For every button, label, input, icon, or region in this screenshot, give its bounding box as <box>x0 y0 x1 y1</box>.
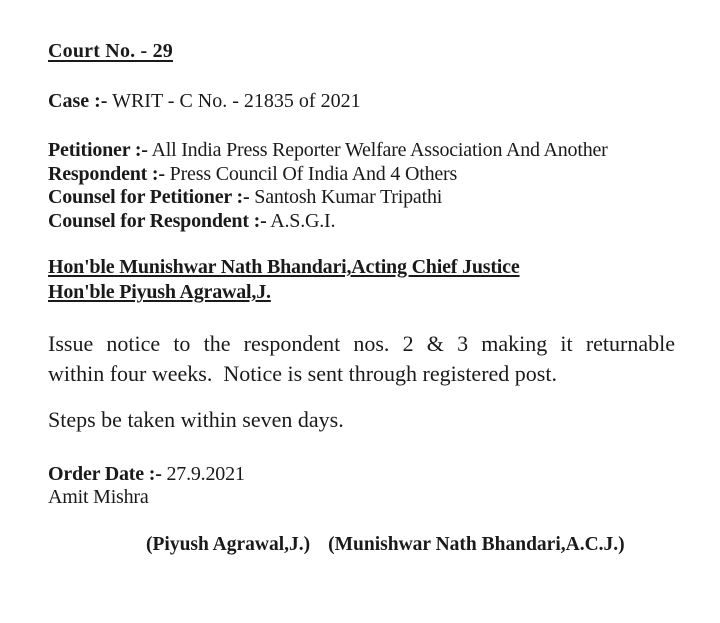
petitioner-label: Petitioner :- <box>48 139 148 161</box>
counsel-petitioner-value: Santosh Kumar Tripathi <box>254 186 443 208</box>
steps-paragraph: Steps be taken within seven days. <box>48 407 344 432</box>
order-date-line <box>48 463 245 486</box>
case-label: Case :- <box>48 90 108 112</box>
bench-judge-2: Hon'ble Piyush Agrawal,J. <box>48 281 271 303</box>
court-number-heading: Court No. - 29 <box>48 40 174 62</box>
signatures-line <box>146 534 625 556</box>
counsel-respondent-line <box>48 210 708 234</box>
order-date-value: 27.9.2021 <box>166 463 245 485</box>
order-body-line-2: within four weeks. Notice is sent through registered post. <box>48 360 557 386</box>
respondent-value: Press Council Of India And 4 Others <box>169 162 458 185</box>
case-value: WRIT - C No. - 21835 of 2021 <box>112 90 361 112</box>
signature-judge-1: (Piyush Agrawal,J.) <box>146 534 311 555</box>
signature-judge-2: (Munishwar Nath Bhandari,A.C.J.) <box>328 534 625 555</box>
order-date-label: Order Date :- <box>48 463 162 485</box>
order-body-line-1: Issue notice to the respondent nos. 2 & 3 making it returnable <box>48 331 675 356</box>
counsel-respondent-label: Counsel for Respondent :- <box>48 209 267 232</box>
bench-judge-1: Hon'ble Munishwar Nath Bhandari,Acting Chief Justice <box>48 256 520 278</box>
petitioner-value: All India Press Reporter Welfare Association And Another <box>151 139 608 161</box>
bench-block <box>48 255 520 305</box>
case-line <box>48 90 361 113</box>
parties-block <box>48 139 708 233</box>
respondent-line <box>48 163 708 187</box>
counsel-respondent-value: A.S.G.I. <box>270 209 336 232</box>
bench-secretary-name: Amit Mishra <box>48 485 149 508</box>
counsel-petitioner-line <box>48 186 708 210</box>
order-body-paragraph <box>48 329 675 388</box>
petitioner-line <box>48 139 708 163</box>
respondent-label: Respondent :- <box>48 162 165 185</box>
counsel-petitioner-label: Counsel for Petitioner :- <box>48 186 250 208</box>
order-meta-block <box>48 463 245 508</box>
